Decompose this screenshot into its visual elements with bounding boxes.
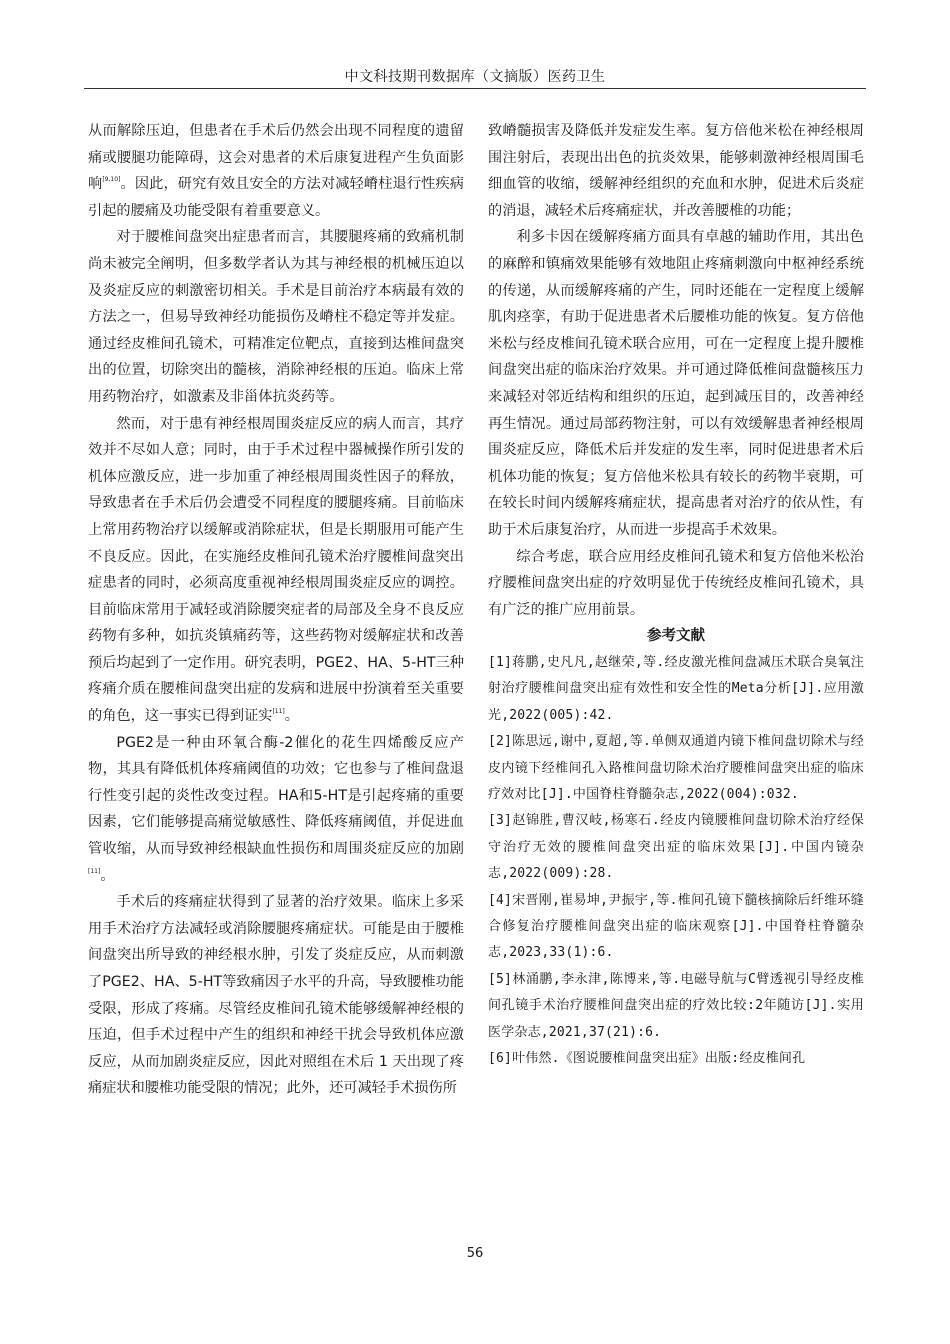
- paragraph: 致嵴髓损害及降低并发症发生率。复方倍他米松在神经根周围注射后，表现出出色的抗炎效果，能够刺激神经根周围毛细血管的收缩，缓解神经组织的充血和水肿，促进术后炎症的消退，减轻术后疼痛症状，并改善腰椎的功能；: [488, 123, 864, 219]
- paragraph: 利多卡因在缓解疼痛方面具有卓越的辅助作用，其出色的麻醉和镇痛效果能够有效地阻止疼痛刺激向中枢神经系统的传递，从而缓解疼痛的产生，同时还能在一定程度上缓解肌肉痉挛，有助于促进患者术后腰椎功能的恢复。复方倍他米松与经皮椎间孔镜术联合应用，可在一定程度上提升腰椎间盘突出症的临床治疗效果。并可通过降低椎间盘髓核压力来减轻对邻近结构和组织的压迫，起到减压目的，改善神经再生情况。通过局部药物注射，可以有效缓解患者神经根周围炎症反应，降低术后并发症的发生率，同时促进患者术后机体功能的恢复；复方倍他米松具有较长的药物半衰期，可在较长时间内缓解疼痛症状，提高患者对治疗的依从性，有助于术后康复治疗，从而进一步提高手术效果。: [488, 229, 864, 538]
- right-column: [488, 118, 864, 1072]
- page-number: 56: [466, 1246, 484, 1261]
- paragraph: 手术后的疼痛症状得到了显著的治疗效果。临床上多采用手术治疗方法减轻或消除腰腿疼痛症状。可能是由于腰椎间盘突出所导致的神经根水肿，引发了炎症反应，从而刺激了PGE2、HA、5-HT等致痛因子水平的升高，导致腰椎功能受限，形成了疼痛。尽管经皮椎间孔镜术能够缓解神经根的压迫，但手术过程中产生的组织和神经干扰会导致机体应激反应，从而加剧炎症反应，因此对照组在术后 1 天出现了疼痛症状和腰椎功能受限的情况；此外，还可减轻手术损伤所: [88, 894, 464, 1097]
- citation: [11]: [88, 867, 101, 875]
- header-divider: [84, 88, 866, 89]
- paragraph: 对于腰椎间盘突出症患者而言，其腰腿疼痛的致痛机制尚未被完全阐明，但多数学者认为其与神经根的机械压迫以及炎症反应的刺激密切相关。手术是目前治疗本病最有效的方法之一，但易导致神经功能损伤及嵴柱不稳定等并发症。通过经皮椎间孔镜术，可精准定位靶点，直接到达椎间盘突出的位置，切除突出的髓核，消除神经根的压迫。临床上常用药物治疗，如激素及非甾体抗炎药等。: [88, 229, 464, 405]
- text: 然而，对于患有神经根周围炎症反应的病人而言，其疗效并不尽如人意；同时，由于手术过程中器械操作所引发的机体应激反应，进一步加重了神经根周围炎性因子的释放，导致患者在手术后仍会遭受不同程度的腰腿疼痛。目前临床上常用药物治疗以缓解或消除症状，但是长期服用可能产生不良反应。因此，在实施经皮椎间孔镜术治疗腰椎间盘突出症患者的同时，必须高度重视神经根周围炎症反应的调控。目前临床常用于减轻或消除腰突症者的局部及全身不良反应药物有多种，如抗炎镇痛药等，这些药物对缓解症状和改善预后均起到了一定作用。研究表明，PGE2、HA、5-HT三种疼痛介质在腰椎间盘突出症的发病和进展中扮演着至关重要的角色，这一事实已得到证实: [88, 415, 464, 725]
- reference-item: [3]赵锦胜,曹汉岐,杨寒石.经皮内镜腰椎间盘切除术治疗经保守治疗无效的腰椎间盘突出症的临床效果[J].中国内镜杂志,2022(009):28.: [488, 813, 864, 882]
- text: 。: [100, 867, 115, 884]
- text: PGE2是一种由环氧合酶-2催化的花生四烯酸反应产物，其具有降低机体疼痛阈值的功效；它也参与了椎间盘退行性变引起的炎性改变过程。HA和5-HT是引起疼痛的重要因素，它们能够提高痛觉敏感性、降低疼痛阈值，并促进血管收缩，从而导致神经根缺血性损伤和周围炎症反应的加剧: [88, 734, 464, 858]
- text: 。: [284, 708, 299, 725]
- paragraph: 综合考虑，联合应用经皮椎间孔镜术和复方倍他米松治疗腰椎间盘突出症的疗效明显优于传统经皮椎间孔镜术，具有广泛的推广应用前景。: [488, 548, 864, 618]
- running-header: 中文科技期刊数据库（文摘版）医药卫生: [344, 69, 606, 85]
- paragraph: [88, 411, 464, 730]
- reference-item: [4]宋晋刚,崔易坤,尹振宇,等.椎间孔镜下髓核摘除后纤维环缝合修复治疗腰椎间盘突出症的临床观察[J].中国脊柱脊髓杂志,2023,33(1):6.: [488, 892, 864, 961]
- references-heading: 参考文献: [647, 628, 705, 645]
- paragraph: [88, 730, 464, 890]
- text: 从而解除压迫，但患者在手术后仍然会出现不同程度的遗留痛或腰腿功能障碍，这会对患者的术后康复进程产生负面影响: [88, 123, 464, 193]
- citation: [11]: [272, 708, 285, 716]
- reference-item: [5]林涌鹏,李永津,陈博来,等.电磁导航与C臂透视引导经皮椎间孔镜手术治疗腰椎间盘突出症的疗效比较:2年随访[J].实用医学杂志,2021,37(21):6.: [488, 971, 864, 1040]
- reference-item: [2]陈思远,谢中,夏超,等.单侧双通道内镜下椎间盘切除术与经皮内镜下经椎间孔入路椎间盘切除术治疗腰椎间盘突出症的临床疗效对比[J].中国脊柱脊髓杂志,2022(004):032.: [488, 734, 864, 802]
- left-column: [88, 118, 464, 1102]
- text: 。因此，研究有效且安全的方法对减轻嵴柱退行性疾病引起的腰痛及功能受限有着重要意义。: [88, 176, 464, 219]
- paragraph: [88, 118, 464, 224]
- reference-item: [6]叶伟然.《图说腰椎间盘突出症》出版:经皮椎间孔: [488, 1050, 806, 1066]
- references-list: [488, 650, 864, 1073]
- reference-item: [1]蒋鹏,史凡凡,赵继荣,等.经皮激光椎间盘减压术联合臭氧注射治疗腰椎间盘突出症有效性和安全性的Meta分析[J].应用激光,2022(005):42.: [488, 654, 864, 723]
- citation: [9,10]: [102, 176, 121, 184]
